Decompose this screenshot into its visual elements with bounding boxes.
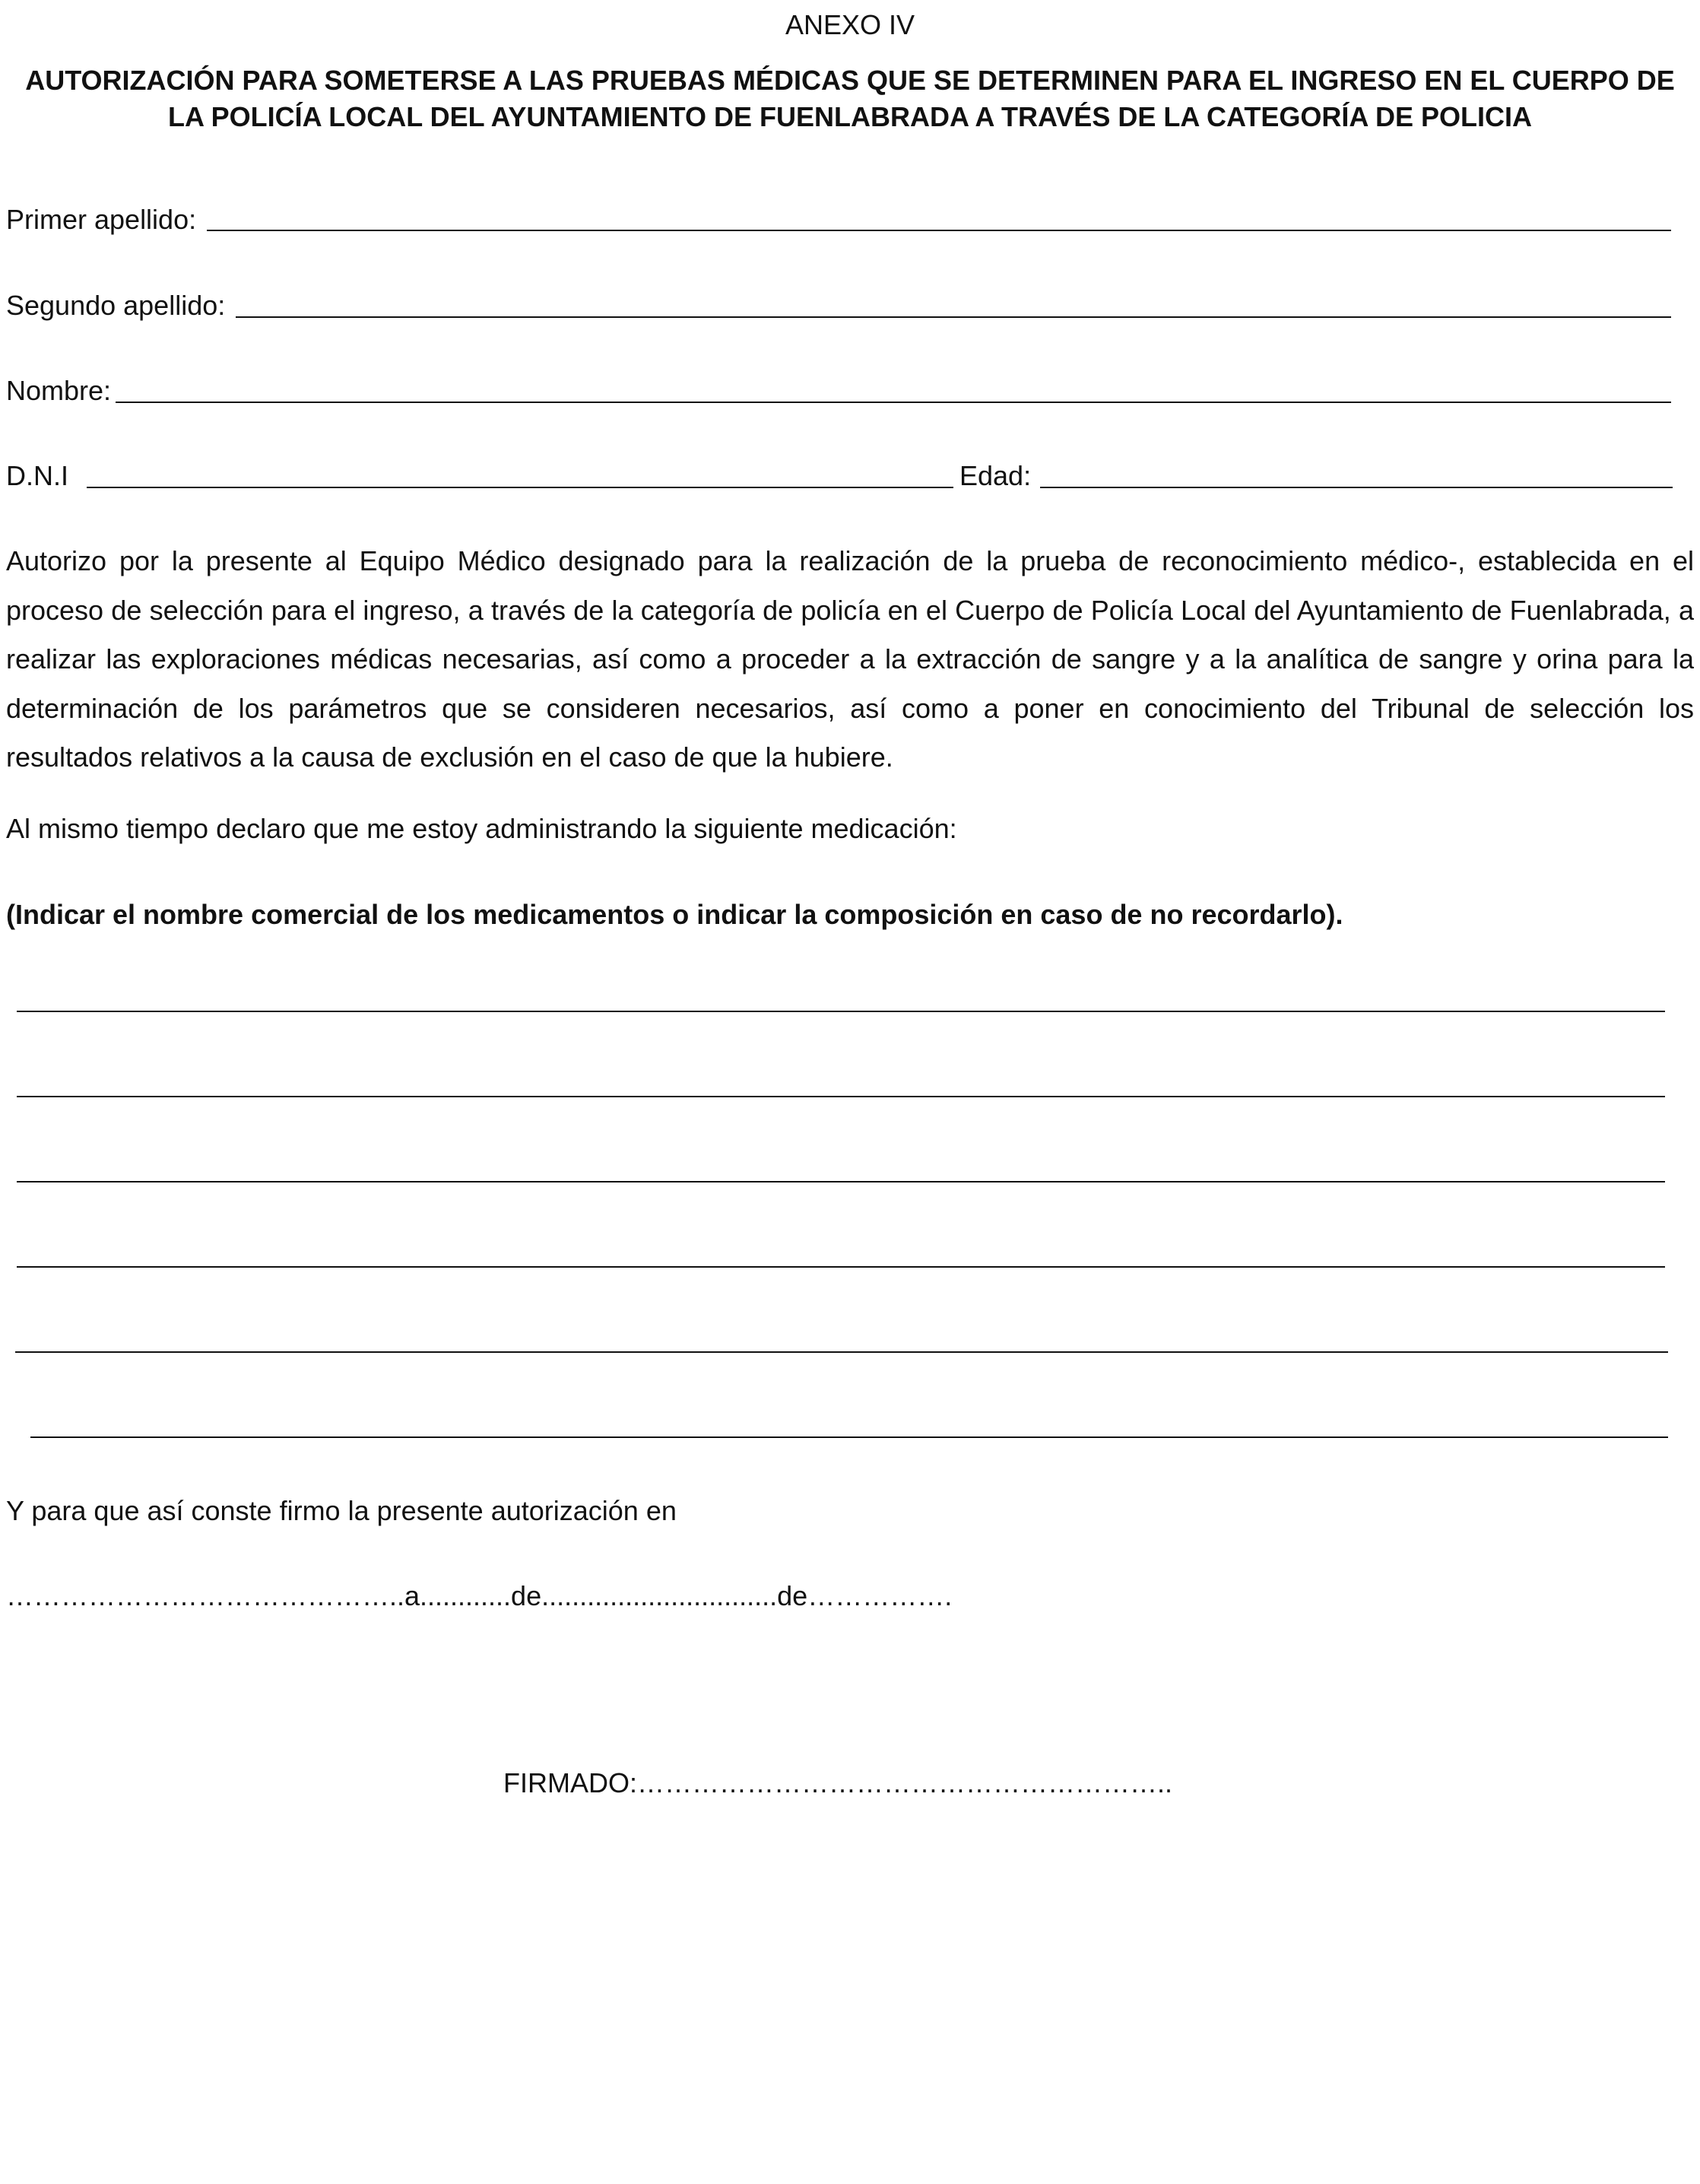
medication-line-2[interactable]	[17, 1096, 1665, 1097]
medication-instruction: (Indicar el nombre comercial de los medicamentos o indicar la composición en caso de no recordarlo).	[6, 899, 1343, 930]
medication-line-5[interactable]	[15, 1351, 1668, 1353]
name-input-line[interactable]	[116, 402, 1671, 403]
medication-statement: Al mismo tiempo declaro que me estoy administrando la siguiente medicación:	[6, 813, 957, 844]
second-surname-input-line[interactable]	[236, 316, 1671, 318]
medication-line-4[interactable]	[17, 1266, 1665, 1268]
authorization-paragraph: Autorizo por la presente al Equipo Médico designado para la realización de la prueba de reconocimiento médico-, establecida en el proceso de selección para el ingreso, a través de la categoría de policía en el Cuerpo de Policía Local del Ayuntamiento de Fuenlabrada, a realizar las exploraciones médicas necesarias, así como a proceder a la extracción de sangre y a la analítica de sangre y orina para la determinación de los parámetros que se consideren necesarios, así como a poner en conocimiento del Tribunal de selección los resultados relativos a la causa de exclusión en el caso de que la hubiere.	[6, 545, 1694, 773]
closing-statement: Y para que así conste firmo la presente autorización en	[6, 1495, 677, 1526]
annex-title: ANEXO IV	[785, 9, 915, 40]
age-label: Edad:	[959, 460, 1032, 491]
document-title: AUTORIZACIÓN PARA SOMETERSE A LAS PRUEBAS MÉDICAS QUE SE DETERMINEN PARA EL INGRESO EN EL CUERPO DE LA POLICÍA LOCAL DEL AYUNTAMIENTO DE FUENLABRADA A TRAVÉS DE LA CATEGORÍA DE POLICIA	[25, 65, 1675, 132]
medication-line-1[interactable]	[17, 1011, 1665, 1012]
date-line[interactable]: ……………………………………..a............de...............................de…………….	[6, 1580, 953, 1611]
name-label: Nombre:	[6, 375, 112, 406]
first-surname-input-line[interactable]	[207, 230, 1671, 231]
dni-label: D.N.I	[6, 460, 69, 491]
first-surname-label: Primer apellido:	[6, 204, 197, 235]
medication-line-6[interactable]	[30, 1436, 1668, 1438]
medication-line-3[interactable]	[17, 1181, 1665, 1182]
second-surname-label: Segundo apellido:	[6, 290, 226, 321]
age-input-line[interactable]	[1040, 487, 1673, 488]
dni-input-line[interactable]	[87, 487, 953, 488]
signature-line[interactable]: FIRMADO:…………………………………………………..	[503, 1767, 1172, 1798]
